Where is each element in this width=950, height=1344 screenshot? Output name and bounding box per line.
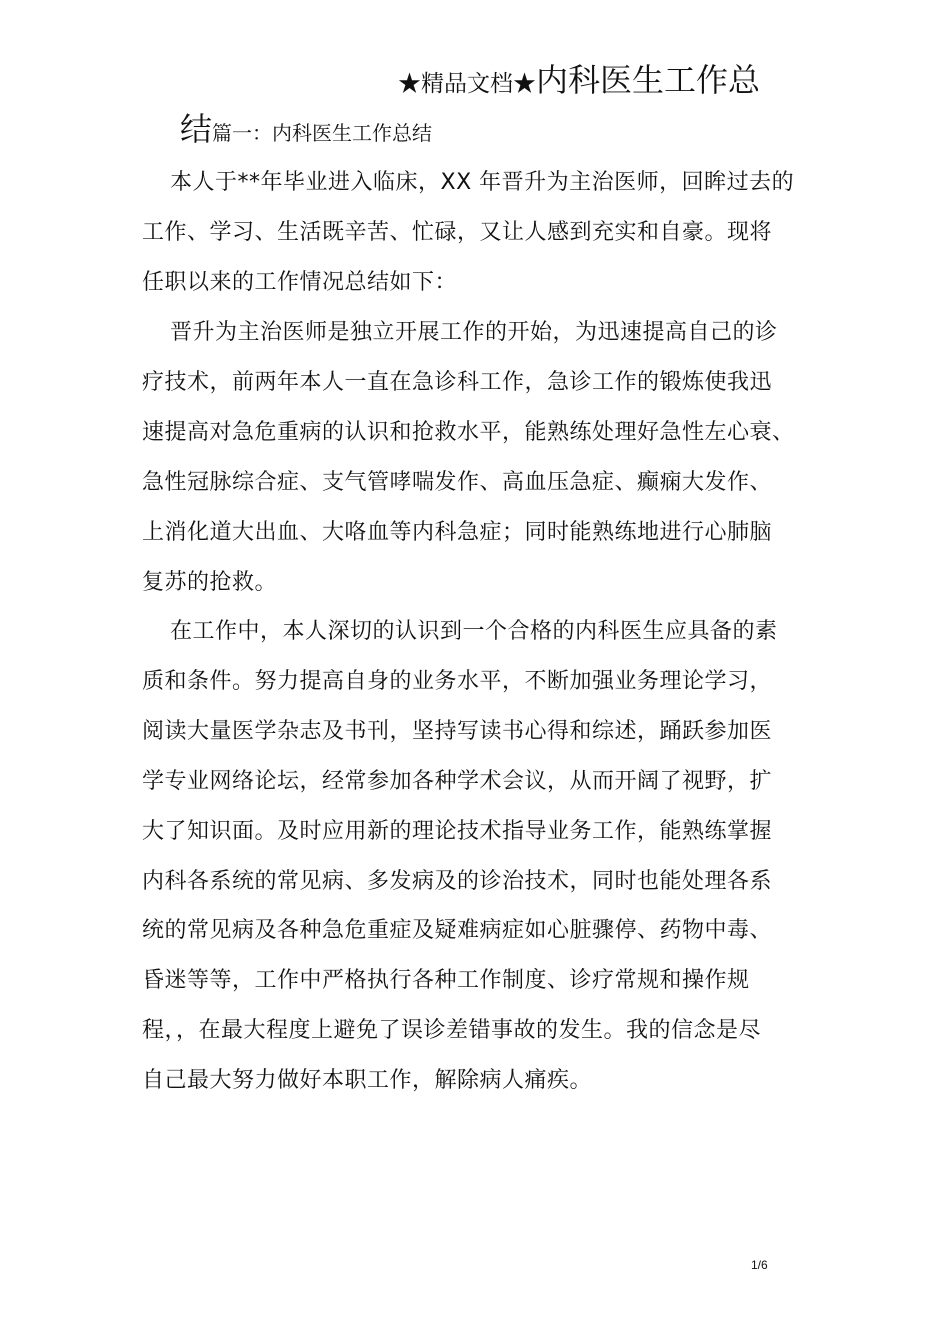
paragraph-line: 统的常见病及各种急危重症及疑难病症如心脏骤停、药物中毒、 [142,918,773,943]
title-line [398,56,760,110]
paragraph-line: 疗技术，前两年本人一直在急诊科工作，急诊工作的锻炼使我迅 [142,370,773,395]
paragraph-line: 速提高对急危重病的认识和抢救水平，能熟练处理好急性左心衰、 [142,420,795,445]
paragraph-line: 程，，在最大程度上避免了误诊差错事故的发生。我的信念是尽 [142,1018,762,1043]
paragraph-line: 自己最大努力做好本职工作，解除病人痛疾。 [142,1068,593,1093]
paragraph-line: 任职以来的工作情况总结如下： [142,270,458,295]
section-heading: 篇一：内科医生工作总结 [212,121,433,145]
title-continuation [180,106,432,158]
paragraph-line: 昏迷等等，工作中严格执行各种工作制度、诊疗常规和操作规 [142,968,750,993]
paragraph-line: 晋升为主治医师是独立开展工作的开始，为迅速提高自己的诊 [170,320,778,345]
paragraph-line: 本人于**年毕业进入临床，XX 年晋升为主治医师，回眸过去的 [170,170,795,195]
paragraph-line: 学专业网络论坛，经常参加各种学术会议，从而开阔了视野，扩 [142,769,773,794]
paragraph-line: 质和条件。努力提高自身的业务水平，不断加强业务理论学习， [142,669,773,694]
paragraph-line: 内科各系统的常见病、多发病及的诊治技术，同时也能处理各系 [142,869,773,894]
paragraph-line: 上消化道大出血、大咯血等内科急症；同时能熟练地进行心肺脑 [142,520,773,545]
page-title: 内科医生工作总 [536,61,761,99]
paragraph-line: 大了知识面。及时应用新的理论技术指导业务工作，能熟练掌握 [142,819,773,844]
paragraph-line: 阅读大量医学杂志及书刊，坚持写读书心得和综述，踊跃参加医 [142,719,773,744]
paragraph-line: 急性冠脉综合症、支气管哮喘发作、高血压急症、癫痫大发作、 [142,470,773,495]
paragraph-line: 工作、学习、生活既辛苦、忙碌，又让人感到充实和自豪。现将 [142,220,773,245]
paragraph-line: 复苏的抢救。 [142,570,278,595]
title-prefix: ★精品文档★ [398,71,536,97]
paragraph-line: 在工作中，本人深切的认识到一个合格的内科医生应具备的素 [170,619,778,644]
page-number: 1/6 [751,1258,768,1272]
page-title-end: 结 [180,110,213,148]
